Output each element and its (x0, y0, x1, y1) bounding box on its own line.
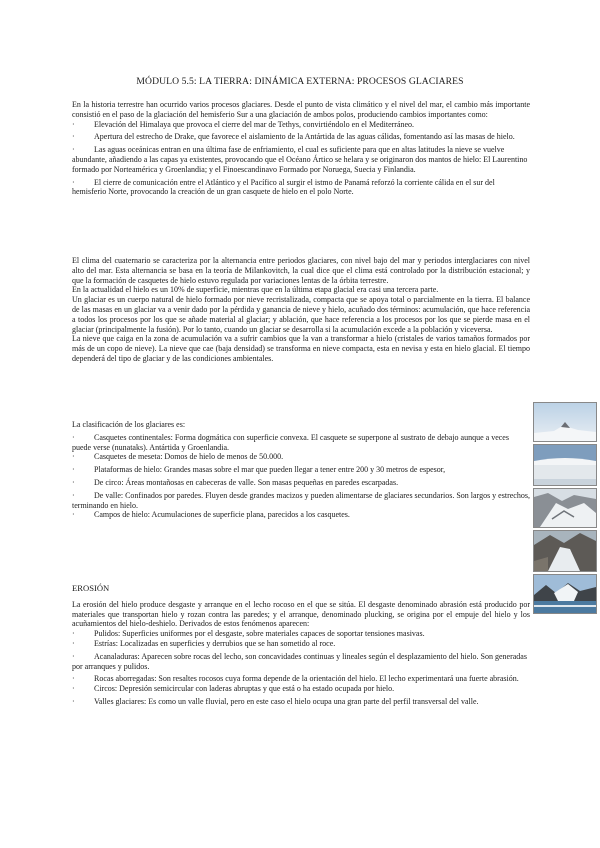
list-item: · Elevación del Himalaya que provoca el cierre del mar de Tethys, convirtiéndolo en el Mediterráneo. (72, 119, 415, 129)
classification-section (72, 420, 530, 520)
list-item: · Casquetes de meseta: Domos de hielo de menos de 50.000. (72, 452, 284, 462)
cirque-glacier-photo-icon (533, 530, 597, 572)
intro-paragraph: En la historia terrestre han ocurrido varios procesos glaciares. Desde el punto de vista climático y el nivel del mar, el cambio más importante consistió en el paso de la glaciación del hemisferio Sur a una glaciación de ambos polos, produciendo cambios importantes como: (72, 100, 530, 119)
continental-ice-sheet-photo-icon (533, 402, 597, 442)
list-item: · De circo: Áreas montañosas en cabeceras de valle. Son masas pequeñas en paredes escarpadas. (72, 477, 399, 487)
ice-shelf-photo-icon (533, 488, 597, 528)
list-item: · Circos: Depresión semicircular con laderas abruptas y que está o ha estado ocupada por hielo. (72, 684, 395, 694)
glacier-photos (533, 402, 595, 616)
list-item: · Plataformas de hielo: Grandes masas sobre el mar que pueden llegar a tener entre 200 y 30 metros de espesor, (72, 465, 446, 475)
list-item: · De valle: Confinados por paredes. Fluyen desde grandes macizos y pueden alimentarse de glaciares secundarios. Son largos y estrechos, terminando en hielo. (72, 490, 530, 510)
list-item: · Estrías: Localizadas en superficies y derrubios que se han sometido al roce. (72, 638, 336, 648)
list-item: · Rocas aborregadas: Son resaltes rocosos cuya forma depende de la orientación del hielo. El lecho experimentará una fuerte abrasión. (72, 674, 519, 684)
erosion-heading: EROSIÓN (72, 583, 110, 593)
list-item: · Las aguas oceánicas entran en una última fase de enfriamiento, el cual es suficiente para que en altas latitudes la nieve se vuelve abundante, añadiendo a las capas ya existentes, provocando que el Océano Ártico se helara y se originaron dos mantos de hielo: El Laurentino formado por Norteamérica y Groenlandia; y el Finoescandinavo Formado por Noruega, Suecia y Finlandia. (72, 145, 528, 174)
erosion-paragraph: La erosión del hielo produce desgaste y arranque en el lecho rocoso en el que se sitúa. El desgaste denominado abrasión está producido por materiales que transportan hielo y rozan contra las paredes; y el arranque, denominado plucking, se origina por el empuje del hielo y los acuñamientos del hielo-deshielo. Derivados de estos fenómenos aparecen: (72, 599, 530, 629)
paragraph-snow-transformation: La nieve que caiga en la zona de acumulación va a sufrir cambios que la van a transformar a hielo (cristales de varios tamaños formados por más de un copo de nieve). La nieve que cae (baja densidad) se transforma en nieve compacta, esta en nevisa y esta en hielo glacial. El tiempo dependerá del tipo de glaciar y de las condiciones ambientales. (72, 334, 530, 363)
list-item: · Casquetes continentales: Forma dogmática con superficie convexa. El casquete se superpone al sustrato de debajo aunque a veces puede verse (nunataks). Antártida y Groenlandia. (72, 432, 509, 452)
list-item: · Valles glaciares: Es como un valle fluvial, pero en este caso el hielo ocupa una gran parte del perfil transversal del valle. (72, 696, 479, 706)
classification-heading: La clasificación de los glaciares es: (72, 420, 186, 429)
page-title: MÓDULO 5.5: LA TIERRA: DINÁMICA EXTERNA: PROCESOS GLACIARES (136, 76, 464, 87)
paragraph-glacier-definition: Un glaciar es un cuerpo natural de hielo formado por nieve recristalizada, compacta que se apoya total o parcialmente en la tierra. El balance de las masas en un glaciar va a venir dado por la pérdida y ganancia de nieve y hielo, acuñado dos términos: acumulación, que hace referencia a todos los procesos por los que se añade material al glaciar; y ablación, que hace referencia a los procesos por los que se pierde masa en el glaciar (principalmente la fusión). Por lo tanto, cuando un glaciar se desarrolla si la acumulación excede a la población y viceversa. (72, 295, 530, 334)
list-item: · El cierre de comunicación entre el Atlántico y el Pacífico al surgir el istmo de Panamá reforzó la corriente cálida en el sur del hemisferio Norte, provocando la creación de un gran casquete de hielo en el polo Norte. (72, 177, 495, 197)
list-item: · Pulidos: Superficies uniformes por el desgaste, sobre materiales capaces de soportar tensiones masivas. (72, 629, 425, 639)
intro-section (72, 100, 530, 197)
erosion-section (72, 584, 530, 707)
ice-plateau-photo-icon (533, 444, 597, 486)
list-item: · Campos de hielo: Acumulaciones de superficie plana, parecidos a los casquetes. (72, 510, 350, 520)
paragraph-climate: El clima del cuaternario se caracteriza por la alternancia entre periodos glaciares, con nivel bajo del mar y periodos interglaciares con nivel alto del mar. Esta alternancia se basa en la teoría de Milankovitch, la cual dice que el clima está controlado por la distribución estacional; y que la formación de casquetes de hielo estuvo regulada por variaciones lentas de la órbita terrestre. (72, 256, 530, 285)
paragraph-ice-percentage: En la actualidad el hielo es un 10% de superficie, mientras que en la última etapa glacial era casi una tercera parte. (72, 285, 439, 295)
valley-glacier-photo-icon (533, 574, 597, 614)
list-item: · Acanaladuras: Aparecen sobre rocas del lecho, son concavidades continuas y lineales según el desplazamiento del hielo. Son generadas por arranques y pulidos. (72, 651, 527, 671)
list-item: · Apertura del estrecho de Drake, que favorece el aislamiento de la Antártida de las aguas cálidas, fomentando así las masas de hielo. (72, 132, 515, 142)
body-section (72, 256, 530, 364)
